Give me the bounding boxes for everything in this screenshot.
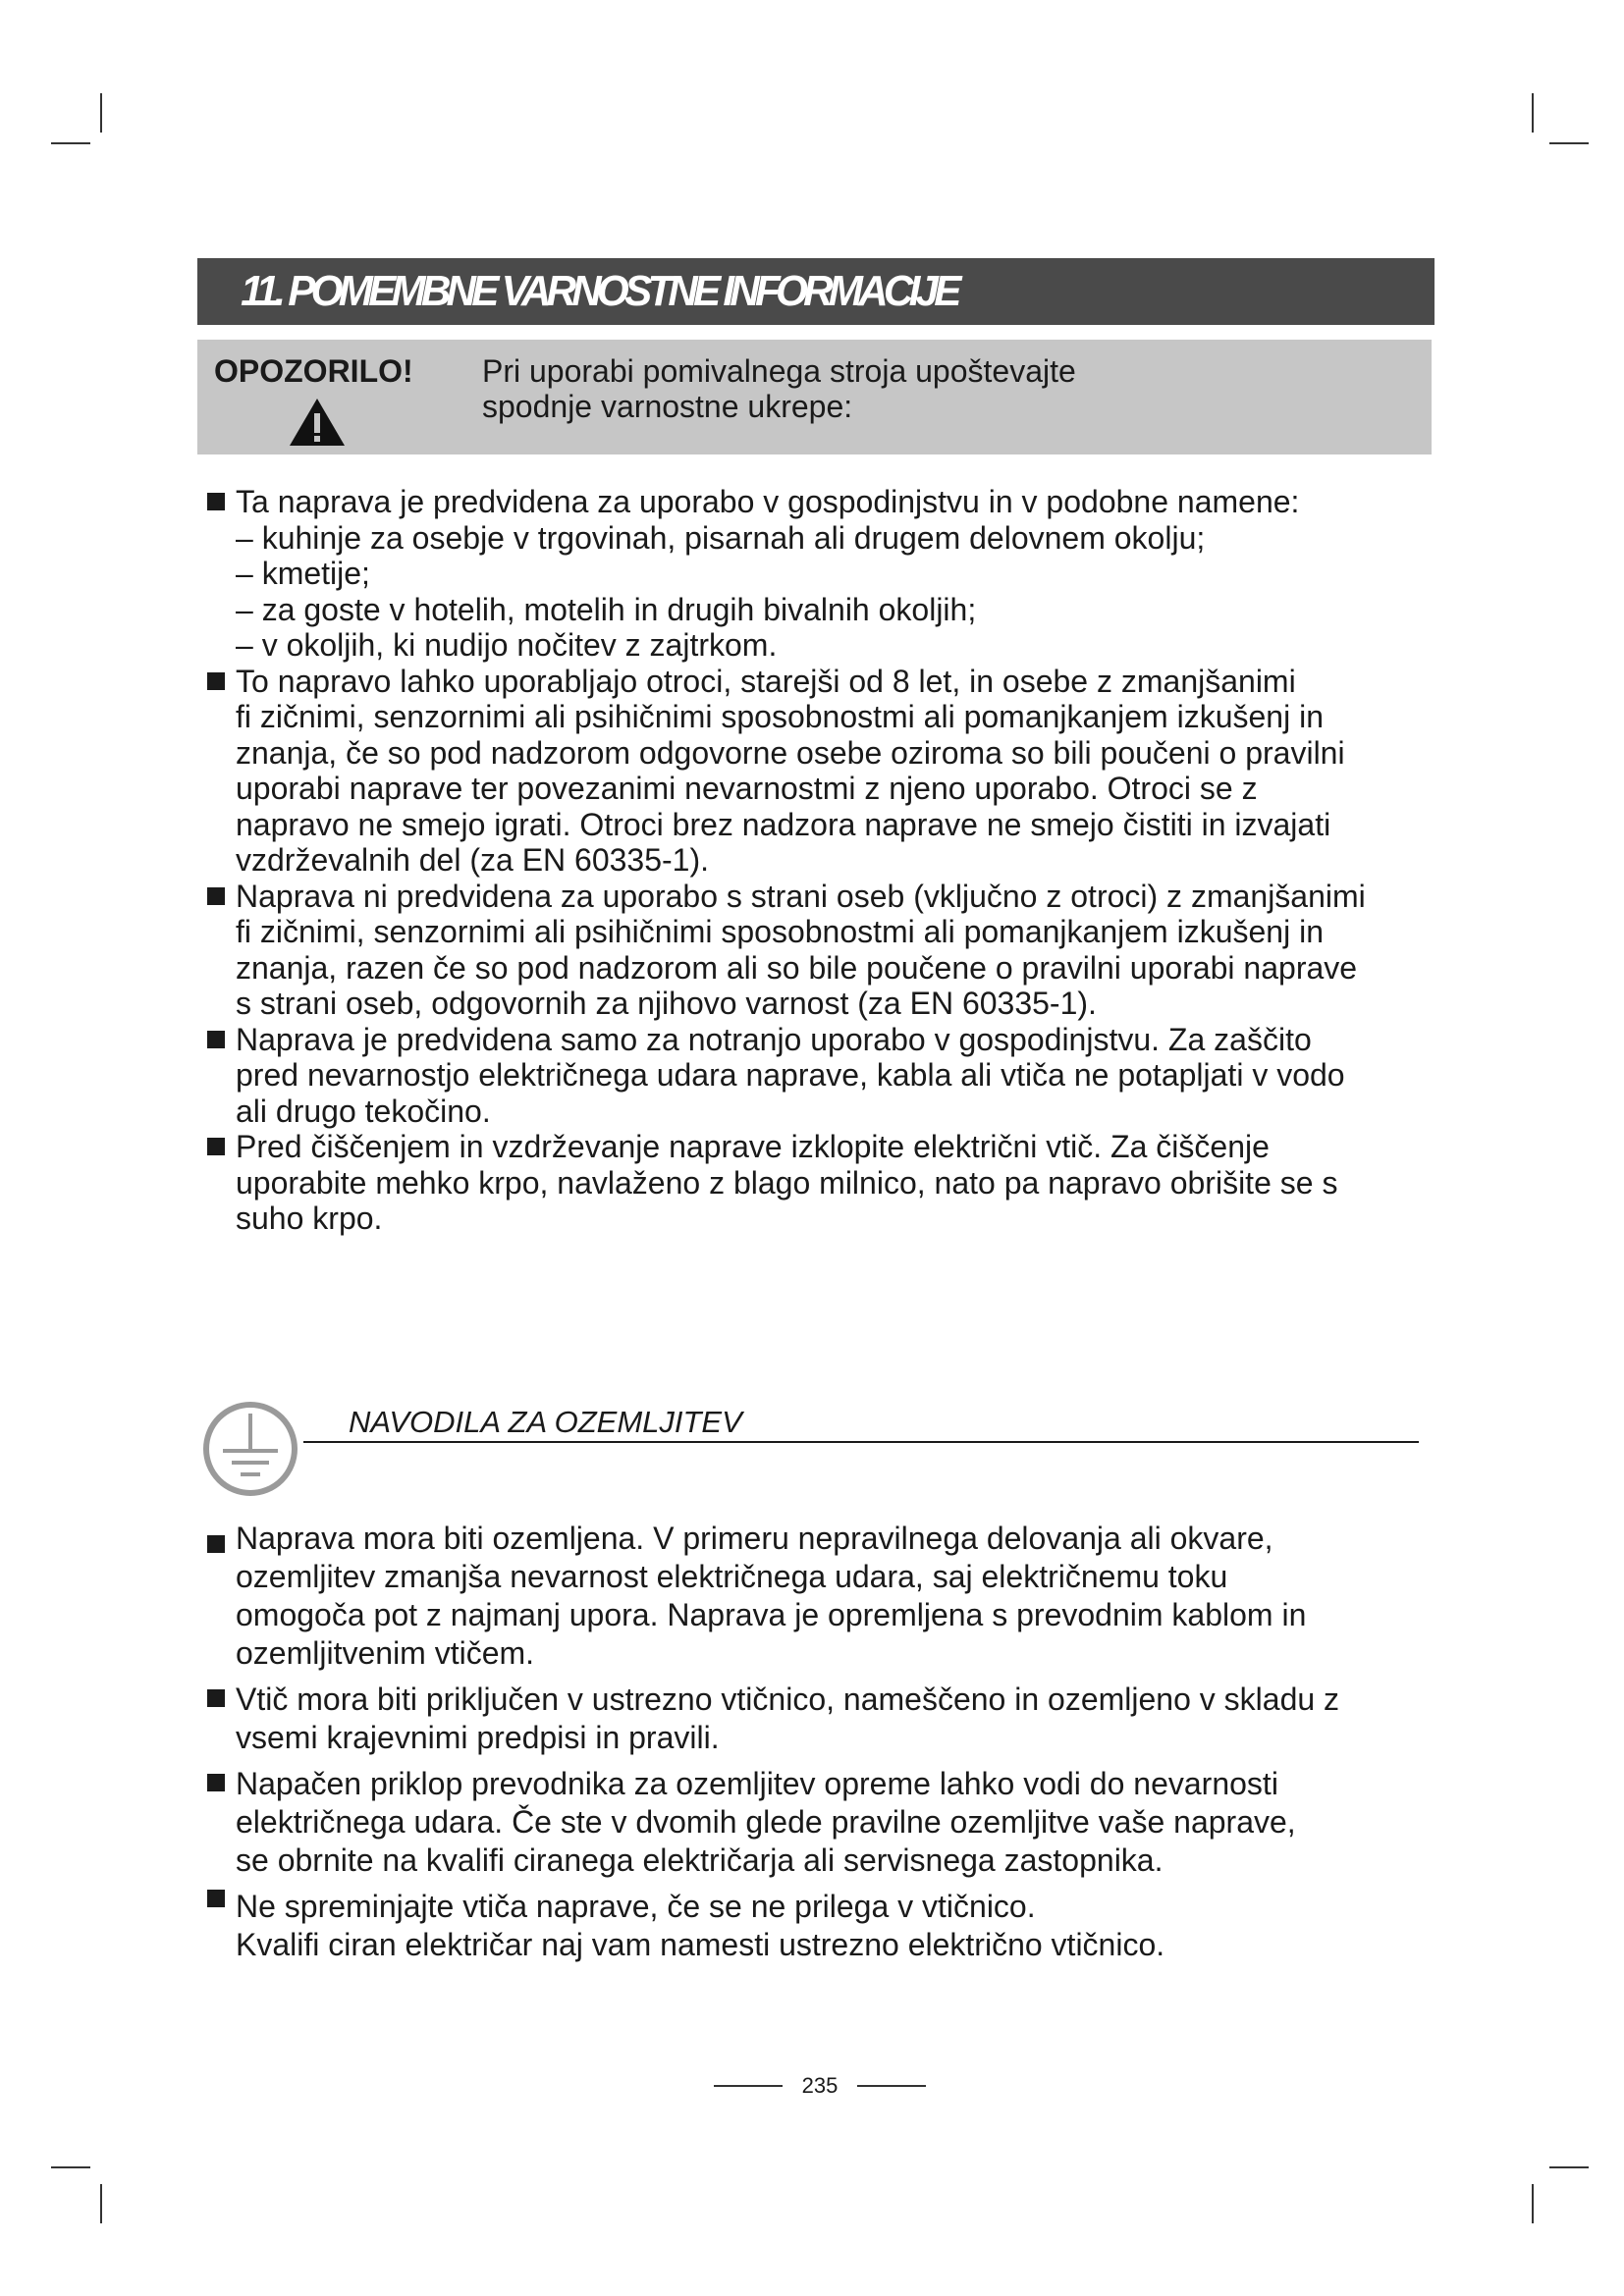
- crop-mark-top-left-h: [51, 142, 90, 144]
- safety-item: [204, 1022, 1471, 1130]
- grounding-line: vsemi krajevnimi predpisi in pravili.: [236, 1720, 720, 1755]
- crop-mark-top-left-v: [100, 93, 102, 133]
- safety-line: fi zičnimi, senzornimi ali psihičnimi sposobnostmi ali pomanjkanjem izkušenj in: [236, 699, 1324, 734]
- warning-box: [197, 340, 1432, 454]
- ground-symbol-icon: [201, 1400, 299, 1498]
- footer-rule-left: [714, 2085, 783, 2087]
- safety-line: ali drugo tekočino.: [236, 1093, 491, 1129]
- safety-line: – v okoljih, ki nudijo nočitev z zajtrkom.: [236, 627, 778, 663]
- footer-rule-right: [857, 2085, 926, 2087]
- grounding-line: Vtič mora biti priključen v ustrezno vtičnico, nameščeno in ozemljeno v skladu z: [236, 1682, 1340, 1717]
- bullet-square-icon: [207, 672, 225, 690]
- crop-mark-top-right-v: [1532, 93, 1534, 133]
- warning-triangle-icon: [288, 397, 347, 448]
- grounding-line: se obrnite na kvalifi ciranega električarja ali servisnega zastopnika.: [236, 1842, 1164, 1878]
- bullet-square-icon: [207, 1890, 225, 1907]
- safety-item: [204, 664, 1471, 879]
- safety-line: Ta naprava je predvidena za uporabo v gospodinjstvu in v podobne namene:: [236, 484, 1300, 519]
- grounding-title-underline: [303, 1441, 1419, 1443]
- safety-line: Naprava je predvidena samo za notranjo uporabo v gospodinjstvu. Za zaščito: [236, 1021, 1312, 1057]
- warning-text-line: Pri uporabi pomivalnega stroja upoštevajte: [482, 353, 1076, 389]
- bullet-square-icon: [207, 1535, 225, 1553]
- grounding-item: [204, 1681, 1471, 1757]
- safety-line: znanja, razen če so pod nadzorom ali so bile poučene o pravilni uporabi naprave: [236, 949, 1358, 986]
- grounding-title: NAVODILA ZA OZEMLJITEV: [349, 1405, 742, 1439]
- grounding-list: [204, 1520, 1471, 1972]
- section-title-bar: [197, 258, 1435, 325]
- bullet-square-icon: [207, 493, 225, 510]
- grounding-line: ozemljitev zmanjša nevarnost električnega udara, saj električnemu toku: [236, 1559, 1228, 1594]
- safety-line: uporabite mehko krpo, navlaženo z blago milnico, nato pa napravo obrišite se s: [236, 1164, 1338, 1201]
- bullet-square-icon: [207, 1774, 225, 1791]
- page-footer: [707, 2071, 933, 2101]
- safety-line: To napravo lahko uporabljajo otroci, starejši od 8 let, in osebe z zmanjšanimi: [236, 663, 1296, 699]
- safety-list: [204, 484, 1471, 1237]
- crop-mark-bottom-left-h: [51, 2166, 90, 2168]
- grounding-line: Naprava mora biti ozemljena. V primeru nepravilnega delovanja ali okvare,: [236, 1521, 1273, 1556]
- crop-mark-top-right-h: [1549, 142, 1589, 144]
- warning-label: OPOZORILO!: [214, 353, 413, 389]
- grounding-item: [204, 1888, 1471, 1964]
- warning-text: [482, 353, 1076, 424]
- safety-item: [204, 879, 1471, 1022]
- bullet-square-icon: [207, 1138, 225, 1155]
- grounding-line: električnega udara. Če ste v dvomih glede pravilne ozemljitve vaše naprave,: [236, 1804, 1296, 1840]
- bullet-square-icon: [207, 887, 225, 905]
- safety-line: napravo ne smejo igrati. Otroci brez nadzora naprave ne smejo čistiti in izvajati: [236, 806, 1331, 842]
- crop-mark-bottom-right-v: [1532, 2184, 1534, 2223]
- crop-mark-bottom-left-v: [100, 2184, 102, 2223]
- safety-line: Naprava ni predvidena za uporabo s strani oseb (vključno z otroci) z zmanjšanimi: [236, 878, 1366, 914]
- safety-line: suho krpo.: [236, 1201, 383, 1236]
- grounding-item: [204, 1765, 1471, 1880]
- safety-line: s strani oseb, odgovornih za njihovo varnost (za EN 60335-1).: [236, 986, 1097, 1021]
- page-number: 235: [801, 2073, 839, 2098]
- grounding-item: [204, 1520, 1471, 1673]
- bullet-square-icon: [207, 1689, 225, 1707]
- safety-line: vzdrževalnih del (za EN 60335-1).: [236, 842, 710, 878]
- grounding-line: Kvalifi ciran električar naj vam namesti ustrezno električno vtičnico.: [236, 1927, 1165, 1962]
- grounding-line: Napačen priklop prevodnika za ozemljitev opreme lahko vodi do nevarnosti: [236, 1766, 1278, 1801]
- safety-line: fi zičnimi, senzornimi ali psihičnimi sposobnostmi ali pomanjkanjem izkušenj in: [236, 914, 1324, 949]
- safety-line: – kmetije;: [236, 556, 370, 591]
- grounding-line: ozemljitvenim vtičem.: [236, 1635, 535, 1671]
- safety-line: Pred čiščenjem in vzdrževanje naprave izklopite električni vtič. Za čiščenje: [236, 1129, 1270, 1164]
- warning-text-line: spodnje varnostne ukrepe:: [482, 389, 853, 424]
- safety-line: – za goste v hotelih, motelih in drugih bivalnih okoljih;: [236, 591, 977, 627]
- crop-mark-bottom-right-h: [1549, 2166, 1589, 2168]
- safety-line: – kuhinje za osebje v trgovinah, pisarnah ali drugem delovnem okolju;: [236, 519, 1206, 556]
- safety-item: [204, 1129, 1471, 1237]
- safety-line: pred nevarnostjo električnega udara naprave, kabla ali vtiča ne potapljati v vodo: [236, 1057, 1345, 1093]
- section-title: 11. POMEMBNE VARNOSTNE INFORMACIJE: [241, 267, 957, 315]
- grounding-line: omogoča pot z najmanj upora. Naprava je opremljena s prevodnim kablom in: [236, 1597, 1307, 1632]
- safety-item: [204, 484, 1471, 664]
- grounding-line: Ne spreminjajte vtiča naprave, če se ne prilega v vtičnico.: [236, 1889, 1036, 1924]
- bullet-square-icon: [207, 1031, 225, 1048]
- safety-line: znanja, če so pod nadzorom odgovorne osebe oziroma so bili poučeni o pravilni: [236, 734, 1345, 771]
- safety-line: uporabi naprave ter povezanimi nevarnostmi z njeno uporabo. Otroci se z: [236, 771, 1258, 806]
